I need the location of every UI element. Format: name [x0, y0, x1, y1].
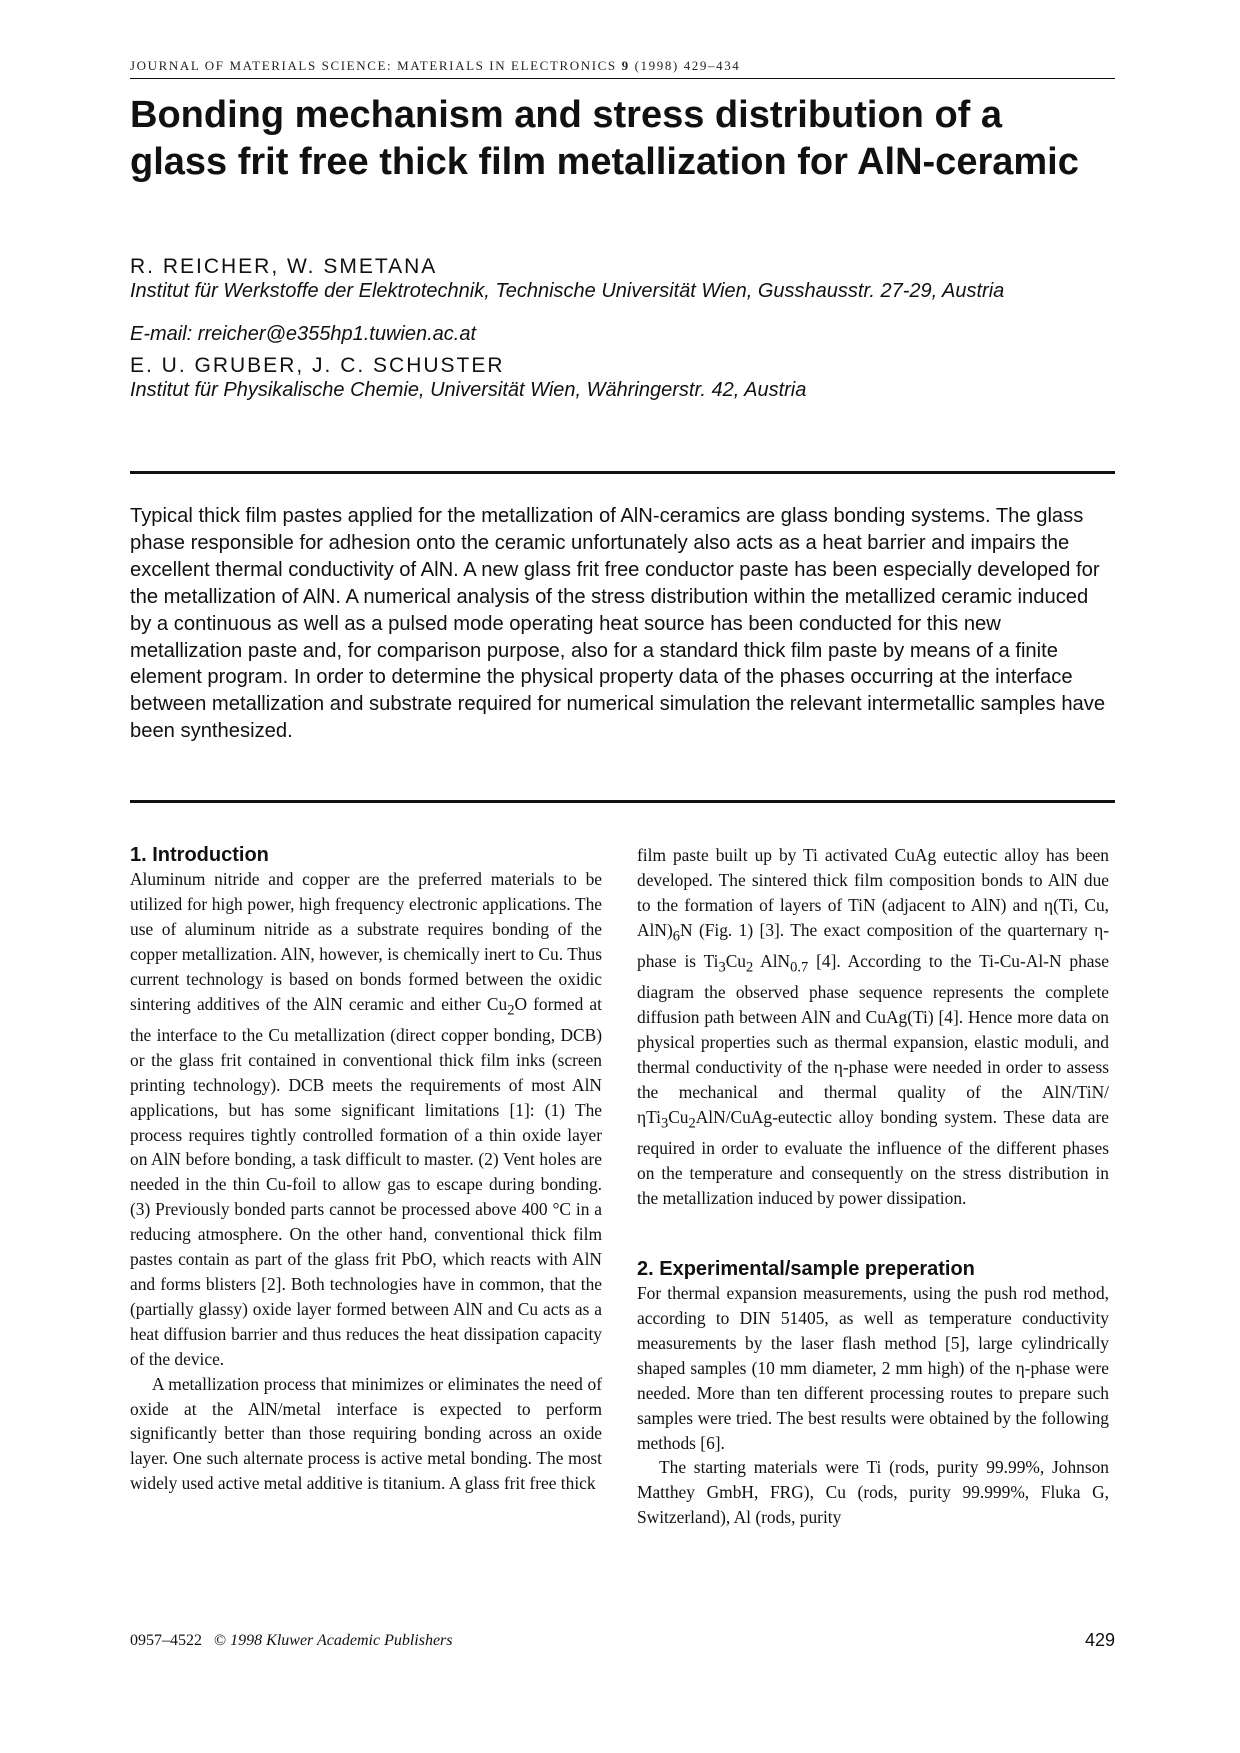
- text-run: [4]. According to the Ti-Cu-Al-N phase diagram the observed phase sequence represents the complete diffusion path between AlN and CuAg(Ti) [4]. Hence more data on physical properties such as thermal expansion, elastic moduli, and thermal conductivity of the η-phase were needed in order to assess the mechanical and thermal quality of the AlN/TiN/ ηTi: [637, 951, 1109, 1127]
- section-2-paragraph-1: For thermal expansion measurements, using the push rod method, according to DIN 51405, as well as temperature conductivity measurements by the laser flash method [5], large cylindrically shaped samples (10 mm diameter, 2 mm high) of the η-phase were needed. More than ten different processing routes to prepare such samples were tried. The best results were obtained by the following methods [6].: [637, 1283, 1109, 1453]
- section-2-paragraph-2: The starting materials were Ti (rods, purity 99.99%, Johnson Matthey GmbH, FRG), Cu (rods, purity 99.999%, Fluka G, Switzerland), Al (rods, purity: [637, 1457, 1109, 1528]
- text-run: AlN: [753, 951, 791, 972]
- footer-publication-info: [130, 1632, 453, 1650]
- abstract-text: Typical thick film pastes applied for the metallization of AlN-ceramics are glass bonding systems. The glass phase responsible for adhesion onto the ceramic unfortunately also acts as a heat barrier and impairs the excellent thermal conductivity of AlN. A new glass frit free conductor paste has been especially developed for the metallization of AlN. A numerical analysis of the stress distribution within the metallized ceramic induced by a continuous as well as a pulsed mode operating heat source has been conducted for this new metallization paste and, for comparison purpose, also for a standard thick film paste by means of a finite element program. In order to determine the physical property data of the phases occurring at the interface between metallization and substrate required for numerical simulation the relevant intermetallic samples have been synthesized.: [130, 505, 1106, 743]
- paper-title: Bonding mechanism and stress distribution of a glass frit free thick film metallization for AlN-ceramic: [130, 94, 1079, 183]
- text-run: Aluminum nitride and copper are the preferred materials to be utilized for high power, high frequency electronic applications. The use of aluminum nitride as a substrate requires bonding of the copper metallization. AlN, however, is chemically inert to Cu. Thus current technology is based on bonds formed between the oxidic sintering additives of the AlN ceramic and either Cu: [130, 869, 602, 1014]
- affiliation-1: Institut für Werkstoffe der Elektrotechnik, Technische Universität Wien, Gusshausstr. 27-29, Austria: [130, 280, 1005, 302]
- section-1-paragraph-1: [130, 867, 602, 1372]
- subscript: 6: [672, 928, 680, 945]
- journal-header: [130, 58, 1110, 74]
- journal-year-pages: (1998) 429–434: [634, 58, 741, 73]
- text-run: N (Fig. 1) [3]. The exact composition of the quarternary η-phase is Ti: [637, 919, 1109, 972]
- text-run: Cu: [668, 1107, 689, 1127]
- section-2-heading: 2. Experimental/sample preperation: [637, 1258, 975, 1281]
- subscript: 2: [746, 959, 754, 976]
- journal-volume: 9: [621, 58, 630, 73]
- subscript: 2: [688, 1115, 696, 1132]
- text-run: O formed at the interface to the Cu metallization (direct copper bonding, DCB) or the glass frit contained in conventional thick film inks (screen printing technology). DCB meets the requirements of most AlN applications, but has some significant limitations [1]: (1) The process requires tightly controlled formation of a thin oxide layer on AlN before bonding, a task difficult to master. (2) Vent holes are needed in the thin Cu-foil to allow gas to escape during bonding. (3) Previously bonded parts cannot be processed above 400 °C in a reducing atmosphere. On the other hand, conventional thick film pastes contain as part of the glass frit PbO, which reacts with AlN and forms blisters [2]. Both technologies have in common, that the (partially glassy) oxide layer formed between AlN and Cu acts as a heat diffusion barrier and thus reduces the heat dissipation capacity of the device.: [130, 993, 602, 1369]
- author-list-2: E. U. GRUBER, J. C. SCHUSTER: [130, 354, 505, 377]
- publisher: 1998 Kluwer Academic Publishers: [230, 1632, 453, 1649]
- copyright-symbol: ©: [214, 1632, 227, 1649]
- text-run: film paste built up by Ti activated CuAg eutectic alloy has been developed. The sintered thick film composition bonds to AlN due to the formation of layers of TiN (adjacent to AlN) and η(Ti, Cu, AlN): [637, 845, 1109, 940]
- subscript: 2: [507, 1002, 515, 1018]
- author-email: E-mail: rreicher@e355hp1.tuwien.ac.at: [130, 323, 477, 345]
- header-rule: [130, 78, 1115, 79]
- subscript: 3: [660, 1115, 669, 1132]
- subscript: 0.7: [790, 959, 809, 976]
- left-column: [130, 843, 602, 1496]
- abstract-top-rule: [130, 471, 1115, 474]
- issn: 0957–4522: [130, 1632, 202, 1649]
- section-1-continued-paragraph: [637, 843, 1109, 1211]
- journal-name: JOURNAL OF MATERIALS SCIENCE: MATERIALS IN ELECTRONICS: [130, 58, 617, 73]
- section-1-paragraph-2: A metallization process that minimizes or eliminates the need of oxide at the AlN/metal interface is expected to perform significantly better than those requiring bonding across an oxide layer. One such alternate process is active metal bonding. The most widely used active metal additive is titanium. A glass frit free thick: [130, 1373, 602, 1494]
- text-run: Cu: [725, 951, 746, 972]
- author-list-1: R. REICHER, W. SMETANA: [130, 255, 438, 278]
- subscript: 3: [718, 959, 726, 976]
- affiliation-2: Institut für Physikalische Chemie, Universität Wien, Währingerstr. 42, Austria: [130, 379, 807, 401]
- page-number: 429: [1084, 1630, 1115, 1650]
- right-column: [637, 843, 1109, 1530]
- section-1-heading: 1. Introduction: [130, 844, 269, 866]
- abstract-bottom-rule: [130, 800, 1115, 803]
- text-run: AlN/CuAg-eutectic alloy bonding system. These data are required in order to evaluate the influence of the different phases on the temperature and consequently on the stress distribution in the metallization induced by power dissipation.: [637, 1107, 1109, 1209]
